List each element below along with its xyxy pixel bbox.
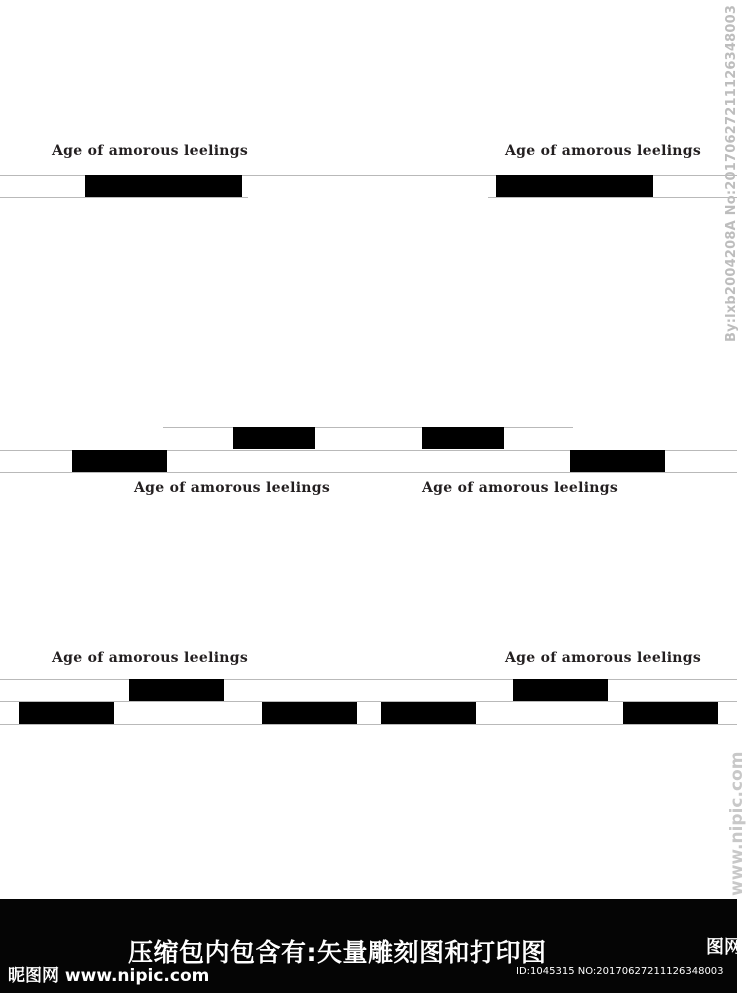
rule-line	[488, 197, 737, 198]
black-bar	[496, 175, 653, 197]
caption-bottom-right: Age of amorous leelings	[505, 650, 702, 666]
black-bar	[72, 450, 167, 472]
rule-line	[163, 427, 573, 428]
site-watermark-text: www.nipic.com	[727, 751, 747, 896]
footer-title: 压缩包内包含有:矢量雕刻图和打印图	[128, 938, 547, 967]
black-bar	[19, 702, 114, 724]
black-bar	[381, 702, 476, 724]
black-bar	[85, 175, 242, 197]
rule-line	[0, 472, 737, 473]
black-bar	[623, 702, 718, 724]
nipic-logo: 昵图网 www.nipic.com	[8, 966, 210, 986]
black-bar	[570, 450, 665, 472]
caption-bottom-left: Age of amorous leelings	[52, 650, 249, 666]
black-bar	[422, 427, 504, 449]
vertical-watermark-text: By:lxb2004208A No:20170627211126348003	[724, 4, 739, 342]
caption-middle-right: Age of amorous leelings	[422, 480, 619, 496]
black-bar	[262, 702, 357, 724]
rule-line	[0, 679, 737, 680]
caption-top-left: Age of amorous leelings	[52, 143, 249, 159]
rule-line	[0, 197, 248, 198]
black-bar	[233, 427, 315, 449]
site-watermark	[705, 751, 747, 900]
footer-banner	[0, 899, 742, 993]
black-bar	[129, 679, 224, 701]
rule-line	[0, 724, 737, 725]
caption-top-right: Age of amorous leelings	[505, 143, 702, 159]
footer-id-line: ID:1045315 NO:20170627211126348003	[516, 966, 724, 977]
black-bar	[513, 679, 608, 701]
vertical-watermark	[706, 4, 739, 350]
caption-middle-left: Age of amorous leelings	[134, 480, 331, 496]
footer-side-glyph: 图网	[706, 937, 742, 958]
